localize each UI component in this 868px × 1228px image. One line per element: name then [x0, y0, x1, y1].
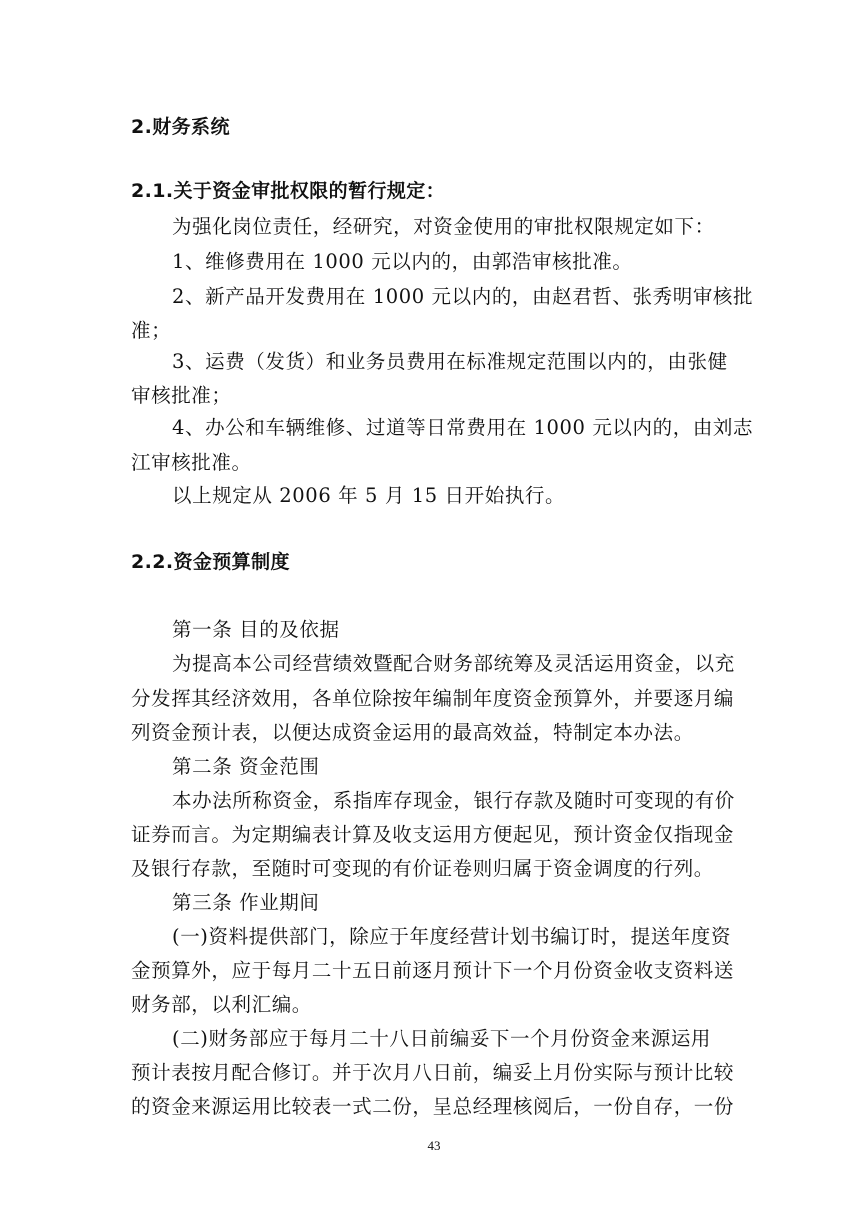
paragraph-line: 审核批准；: [131, 384, 232, 407]
paragraph-line: (一)资料提供部门，除应于年度经营计划书编订时，提送年度资: [172, 925, 732, 948]
paragraph-line: 1、维修费用在 1000 元以内的，由郭浩审核批准。: [172, 250, 633, 273]
paragraph-line: 以上规定从 2006 年 5 月 15 日开始执行。: [172, 484, 566, 507]
article-heading: 第二条 资金范围: [172, 755, 320, 778]
paragraph-line: 准；: [131, 319, 172, 342]
paragraph-line: (二)财务部应于每月二十八日前编妥下一个月份资金来源运用: [172, 1027, 712, 1050]
subsection-title-approval: 2.1.关于资金审批权限的暂行规定：: [131, 180, 446, 202]
paragraph-line: 证券而言。为定期编表计算及收支运用方便起见，预计资金仅指现金: [131, 823, 735, 846]
paragraph-line: 为提高本公司经营绩效暨配合财务部统筹及灵活运用资金，以充: [172, 652, 735, 675]
page-number: 43: [427, 1138, 441, 1153]
subsection-title-budget: 2.2.资金预算制度: [131, 551, 290, 573]
paragraph-line: 的资金来源运用比较表一式二份，呈总经理核阅后，一份自存，一份: [131, 1095, 735, 1118]
article-heading: 第三条 作业期间: [172, 891, 320, 914]
paragraph-line: 3、运费（发货）和业务员费用在标准规定范围以内的，由张健: [172, 350, 728, 373]
paragraph-line: 本办法所称资金，系指库存现金，银行存款及随时可变现的有价: [172, 789, 735, 812]
paragraph-line: 分发挥其经济效用，各单位除按年编制年度资金预算外，并要逐月编: [131, 687, 735, 710]
paragraph-line: 2、新产品开发费用在 1000 元以内的，由赵君哲、张秀明审核批: [172, 285, 754, 308]
paragraph-line: 为强化岗位责任，经研究，对资金使用的审批权限规定如下：: [172, 215, 715, 238]
paragraph-line: 财务部，以利汇编。: [131, 993, 312, 1016]
paragraph-line: 金预算外，应于每月二十五日前逐月预计下一个月份资金收支资料送: [131, 959, 735, 982]
paragraph-line: 列资金预计表，以便达成资金运用的最高效益，特制定本办法。: [131, 721, 694, 744]
paragraph-line: 预计表按月配合修订。并于次月八日前，编妥上月份实际与预计比较: [131, 1061, 735, 1084]
paragraph-line: 江审核批准。: [131, 451, 252, 474]
paragraph-line: 4、办公和车辆维修、过道等日常费用在 1000 元以内的，由刘志: [172, 416, 754, 439]
paragraph-line: 及银行存款，至随时可变现的有价证卷则归属于资金调度的行列。: [131, 857, 714, 880]
section-title: 2.财务系统: [131, 116, 230, 138]
article-heading: 第一条 目的及依据: [172, 618, 340, 641]
